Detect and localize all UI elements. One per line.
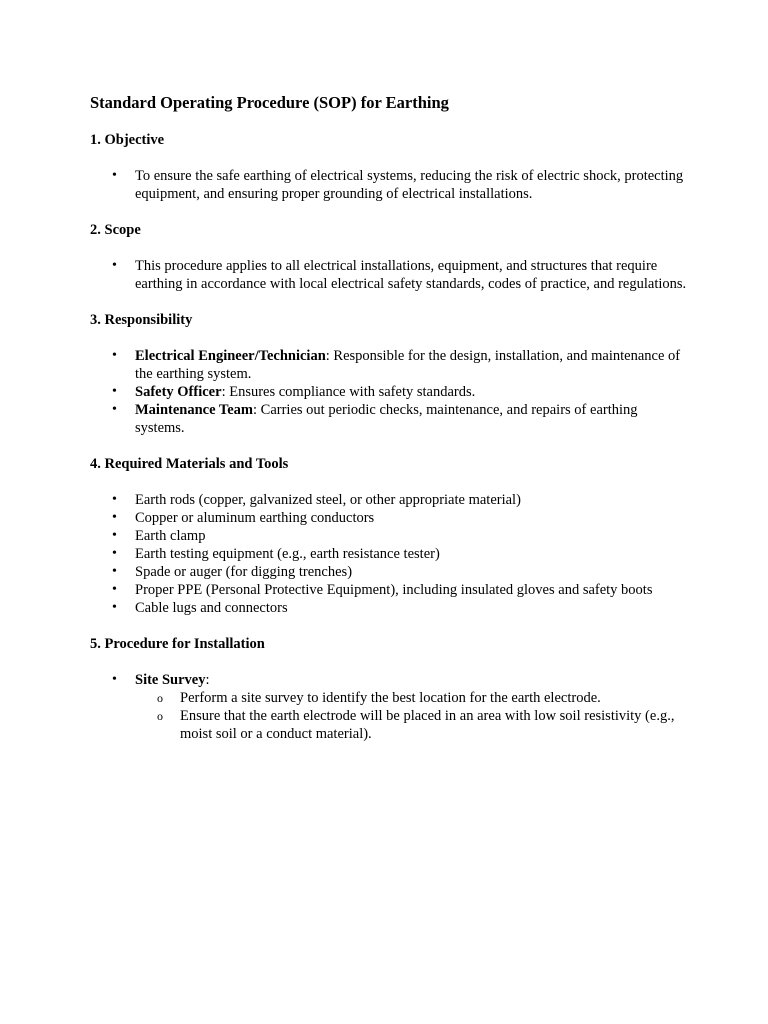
list-item — [90, 491, 690, 509]
list-item — [90, 347, 690, 383]
hollow-bullet-icon: o — [157, 691, 163, 705]
sublist-item-text: Ensure that the earth electrode will be placed in an area with low soil resistivity (e.g., moist soil or a conduct material). — [180, 708, 675, 742]
list-item-text: Spade or auger (for digging trenches) — [135, 564, 353, 580]
list-item — [90, 167, 690, 203]
bullet-icon: • — [112, 510, 117, 525]
list-item-text: Earth testing equipment (e.g., earth resistance tester) — [135, 546, 440, 562]
procedure-sublist — [135, 689, 690, 743]
role-description: : Responsible for the design, installation, and maintenance of the earthing system. — [135, 348, 681, 382]
bullet-icon: • — [112, 546, 117, 561]
list-item-text: Earth clamp — [135, 528, 206, 544]
step-term: Site Survey — [135, 672, 206, 688]
list-item — [90, 257, 690, 293]
role-description: : Carries out periodic checks, maintenance, and repairs of earthing systems. — [135, 402, 638, 436]
bullet-icon: • — [112, 582, 117, 597]
bullet-icon: • — [112, 492, 117, 507]
list-item-text: This procedure applies to all electrical installations, equipment, and structures that require earthing in accordance with local electrical safety standards, codes of practice, and regulations. — [135, 258, 687, 292]
sublist-item-text: Perform a site survey to identify the best location for the earth electrode. — [180, 690, 601, 706]
list-item-text: To ensure the safe earthing of electrical systems, reducing the risk of electric shock, protecting equipment, and ensuring proper grounding of electrical installations. — [135, 168, 684, 202]
procedure-list — [90, 671, 690, 743]
list-item — [90, 563, 690, 581]
list-item-text: Cable lugs and connectors — [135, 600, 288, 616]
role-term: Maintenance Team — [135, 402, 254, 418]
section-heading-responsibility: 3. Responsibility — [90, 312, 193, 328]
bullet-icon: • — [112, 402, 117, 417]
list-item — [90, 581, 690, 599]
bullet-icon: • — [112, 600, 117, 615]
responsibility-list — [90, 347, 690, 437]
objective-list — [90, 167, 690, 203]
document-title: Standard Operating Procedure (SOP) for Earthing — [90, 93, 449, 112]
bullet-icon: • — [112, 258, 117, 273]
materials-list — [90, 491, 690, 617]
list-item — [90, 527, 690, 545]
sublist-item — [135, 689, 690, 707]
bullet-icon: • — [112, 384, 117, 399]
list-item — [90, 545, 690, 563]
bullet-icon: • — [112, 528, 117, 543]
role-description: : Ensures compliance with safety standards. — [221, 384, 476, 400]
list-item — [90, 383, 690, 401]
section-heading-materials: 4. Required Materials and Tools — [90, 456, 289, 472]
section-heading-objective: 1. Objective — [90, 132, 165, 148]
list-item-text: Copper or aluminum earthing conductors — [135, 510, 375, 526]
list-item — [90, 509, 690, 527]
section-heading-scope: 2. Scope — [90, 222, 141, 238]
scope-list — [90, 257, 690, 293]
role-term: Safety Officer — [135, 384, 222, 400]
bullet-icon: • — [112, 672, 117, 687]
list-item-text: Proper PPE (Personal Protective Equipment), including insulated gloves and safety boots — [135, 582, 653, 598]
step-suffix: : — [205, 672, 210, 688]
bullet-icon: • — [112, 348, 117, 363]
bullet-icon: • — [112, 564, 117, 579]
list-item — [90, 401, 690, 437]
list-item-text: Earth rods (copper, galvanized steel, or other appropriate material) — [135, 492, 521, 508]
document-body — [90, 93, 690, 761]
list-item — [90, 599, 690, 617]
section-heading-procedure: 5. Procedure for Installation — [90, 636, 265, 652]
sublist-item — [135, 707, 690, 743]
bullet-icon: • — [112, 168, 117, 183]
hollow-bullet-icon: o — [157, 709, 163, 723]
list-item — [90, 671, 690, 743]
role-term: Electrical Engineer/Technician — [135, 348, 326, 364]
